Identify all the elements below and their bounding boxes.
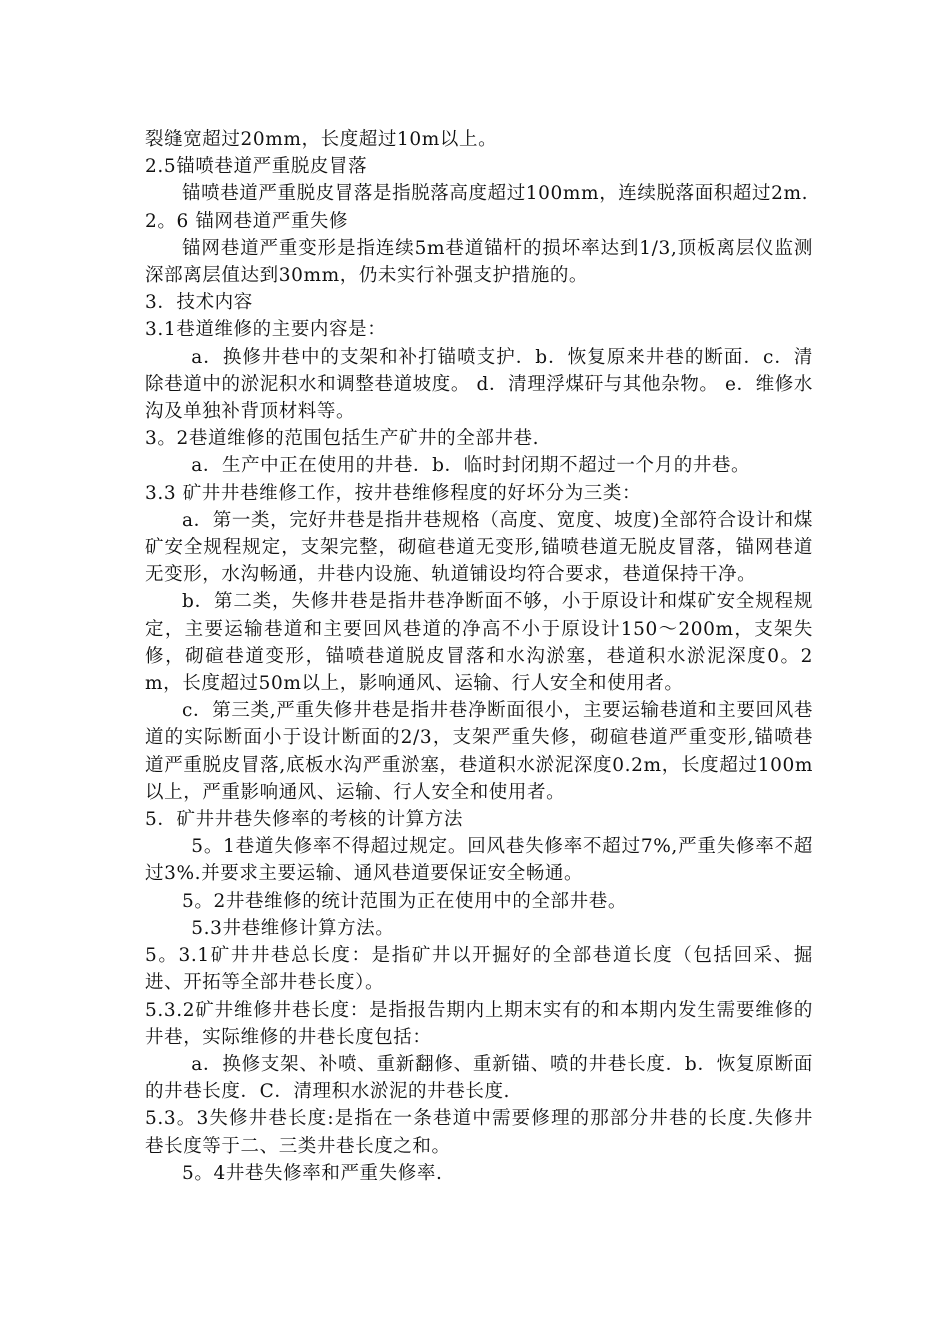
paragraph-5-1: 5。1巷道失修率不得超过规定。回风巷失修率不超过7%,严重失修率不超过3%.并要求主要运输、通风巷道要保证安全畅通。 [145,836,813,885]
paragraph-5-4: 5。4井巷失修率和严重失修率. [182,1162,443,1184]
heading-3-2: 3。2巷道维修的范围包括生产矿井的全部井巷. [145,428,540,450]
paragraph-3-1-body: a．换修井巷中的支架和补打锚喷支护．b．恢复原来井巷的断面．c．清除巷道中的淤泥积水和调整巷道坡度。 d．清理浮煤矸与其他杂物。 e．维修水沟及单独补背顶材料等。 [145,346,813,423]
heading-2-6: 2。6 锚网巷道严重失修 [145,210,349,232]
heading-3: 3．技术内容 [145,292,253,314]
document-body [145,126,813,1187]
paragraph-3-3-a: a．第一类，完好井巷是指井巷规格（高度、宽度、坡度)全部符合设计和煤矿安全规程规定，支架完整，砌碹巷道无变形,锚喷巷道无脱皮冒落，锚网巷道无变形，水沟畅通，井巷内设施、轨道铺设均符合要求，巷道保持干净。 [145,509,813,586]
paragraph-5-3-1: 5。3.1矿井井巷总长度：是指矿井以开掘好的全部巷道长度（包括回采、掘进、开拓等全部井巷长度）。 [145,945,813,994]
paragraph-3-2-body: a．生产中正在使用的井巷．b．临时封闭期不超过一个月的井巷。 [191,455,751,477]
paragraph-2-5-body: 锚喷巷道严重脱皮冒落是指脱落高度超过100mm，连续脱落面积超过2m. [182,183,809,205]
paragraph-crack-width: 裂缝宽超过20mm，长度超过10m以上。 [145,129,498,150]
paragraph-5-3: 5.3井巷维修计算方法。 [191,917,395,939]
heading-3-1: 3.1巷道维修的主要内容是： [145,319,387,341]
heading-5: 5．矿井井巷失修率的考核的计算方法 [145,809,463,831]
heading-3-3: 3.3 矿井井巷维修工作，按井巷维修程度的好坏分为三类： [145,482,642,504]
paragraph-3-3-b: b．第二类，失修井巷是指井巷净断面不够，小于原设计和煤矿安全规程规定，主要运输巷道和主要回风巷道的净高不小于原设计150～200m，支架失修，砌碹巷道变形，锚喷巷道脱皮冒落和水沟淤塞，巷道积水淤泥深度0。2m，长度超过50m以上，影响通风、运输、行人安全和使用者。 [145,591,813,695]
heading-2-5: 2.5锚喷巷道严重脱皮冒落 [145,156,368,178]
paragraph-2-6-body: 锚网巷道严重变形是指连续5m巷道锚杆的损坏率达到1/3,顶板离层仪监测深部离层值达到30mm，仍未实行补强支护措施的。 [145,237,813,287]
paragraph-3-3-c: c．第三类,严重失修井巷是指井巷净断面很小，主要运输巷道和主要回风巷道的实际断面小于设计断面的2/3，支架严重失修，砌碹巷道严重变形,锚喷巷道严重脱皮冒落,底板水沟严重淤塞，巷道积水淤泥深度0.2m，长度超过100m以上，严重影响通风、运输、行人安全和使用者。 [145,700,813,803]
paragraph-5-3-3: 5.3。3失修井巷长度:是指在一条巷道中需要修理的那部分井巷的长度.失修井巷长度等于二、三类井巷长度之和。 [145,1108,813,1157]
paragraph-5-3-2: 5.3.2矿井维修井巷长度：是指报告期内上期末实有的和本期内发生需要维修的井巷，实际维修的井巷长度包括： [145,999,813,1048]
paragraph-5-3-2-items: a．换修支架、补喷、重新翻修、重新锚、喷的井巷长度．b．恢复原断面的井巷长度．C．清理积水淤泥的井巷长度. [145,1053,813,1103]
paragraph-5-2: 5。2井巷维修的统计范围为正在使用中的全部井巷。 [182,890,627,912]
